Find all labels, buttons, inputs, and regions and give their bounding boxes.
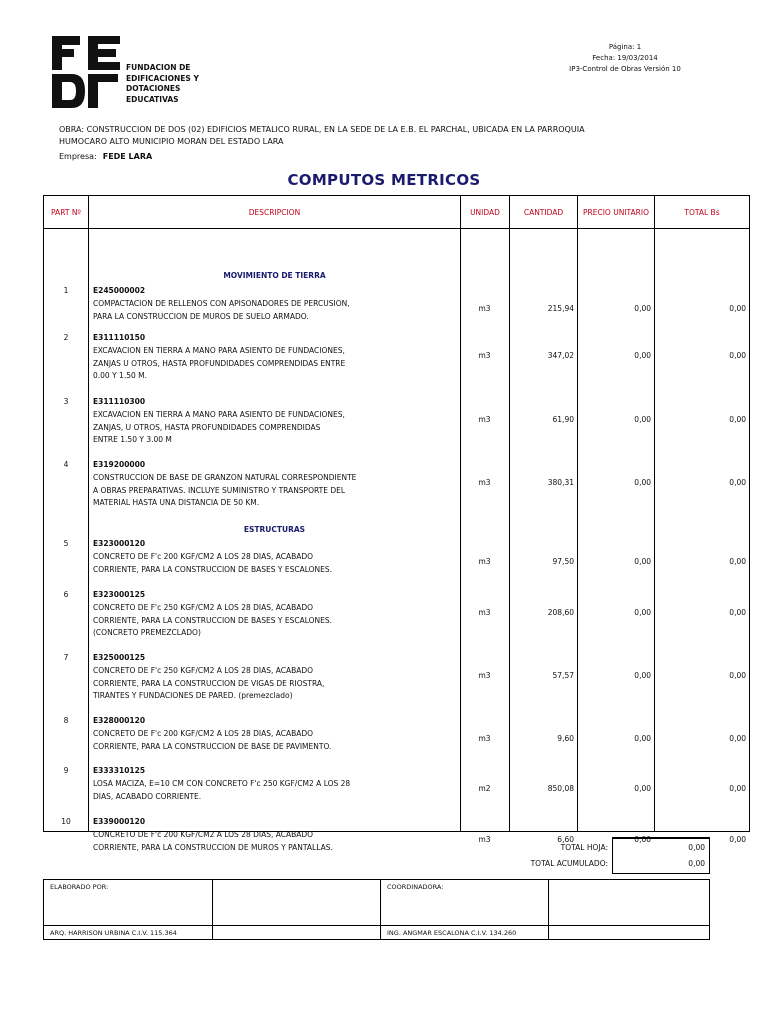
row-number: 10: [61, 817, 71, 826]
logo-text-line: FUNDACION DE: [126, 63, 191, 72]
row-unit-price: 0,00: [634, 608, 651, 618]
row-total: 0,00: [729, 835, 746, 845]
row-code: E339000120: [93, 817, 146, 826]
row-number: 9: [63, 766, 69, 775]
row-unit: m3: [478, 835, 491, 845]
elaborado-extra: [213, 926, 381, 940]
fede-logo-mark: [52, 36, 124, 108]
row-description: [93, 589, 453, 640]
row-description-line: COMPACTACION DE RELLENOS CON APISONADORES DE PERCUSION,: [93, 298, 350, 308]
row-code: E319200000: [93, 460, 146, 469]
row-description: [93, 332, 453, 383]
row-unit-price: 0,00: [634, 478, 651, 488]
row-description-line: CONCRETO DE F'c 200 KGF/CM2 A LOS 28 DIAS, ACABADO: [93, 829, 314, 839]
coordinadora-name: ING. ANGMAR ESCALONA C.I.V. 134.260: [381, 926, 549, 940]
row-quantity: 57,57: [552, 671, 574, 681]
empresa-value: FEDE LARA: [102, 152, 153, 161]
row-code: E323000125: [93, 590, 146, 599]
col-header-cantidad: CANTIDAD: [510, 196, 578, 229]
row-code: E311110150: [93, 333, 146, 342]
section-heading: ESTRUCTURAS: [243, 525, 306, 534]
elaborado-name: ARQ. HARRISON URBINA C.I.V. 115.364: [44, 926, 213, 940]
total-hoja-value: 0,00: [688, 843, 705, 852]
row-number: 3: [63, 397, 69, 406]
row-description-line: CONCRETO DE F'c 250 KGF/CM2 A LOS 28 DIAS, ACABADO: [93, 602, 314, 612]
col-unidad: [461, 229, 509, 845]
total-acumulado-label: TOTAL ACUMULADO:: [530, 859, 608, 868]
col-header-part: PART Nº: [44, 196, 89, 229]
row-quantity: 97,50: [552, 557, 574, 567]
row-code: E245000002: [93, 286, 146, 295]
row-description-line: EXCAVACION EN TIERRA A MANO PARA ASIENTO DE FUNDACIONES,: [93, 345, 345, 355]
obra-line: HUMOCARO ALTO MUNICIPIO MORAN DEL ESTADO LARA: [59, 137, 284, 146]
row-total: 0,00: [729, 784, 746, 794]
row-total: 0,00: [729, 478, 746, 488]
page-number: Página: 1: [608, 43, 642, 51]
row-unit-price: 0,00: [634, 304, 651, 314]
row-description: [93, 715, 453, 753]
row-unit: m3: [478, 557, 491, 567]
section-heading: MOVIMIENTO DE TIERRA: [223, 271, 326, 280]
row-description-line: A OBRAS PREPARATIVAS. INCLUYE SUMINISTRO Y TRANSPORTE DEL: [93, 485, 346, 495]
row-total: 0,00: [729, 557, 746, 567]
row-unit-price: 0,00: [634, 351, 651, 361]
col-header-descripcion: DESCRIPCION: [89, 196, 461, 229]
row-description: [93, 652, 453, 703]
coordinadora-signature: [549, 880, 710, 926]
row-description-line: PARA LA CONSTRUCCION DE MUROS DE SUELO ARMADO.: [93, 311, 309, 321]
row-description-line: CONSTRUCCION DE BASE DE GRANZON NATURAL CORRESPONDIENTE: [93, 472, 357, 482]
col-descripcion: [89, 229, 460, 852]
row-description-line: DIAS, ACABADO CORRIENTE.: [93, 791, 202, 801]
row-number: 5: [63, 539, 69, 548]
row-unit: m3: [478, 415, 491, 425]
row-description-line: MATERIAL HASTA UNA DISTANCIA DE 50 KM.: [93, 498, 260, 508]
row-description-line: 0.00 Y 1.50 M.: [93, 371, 147, 381]
row-unit: m3: [478, 351, 491, 361]
signature-table: [43, 879, 710, 940]
row-description: [93, 459, 453, 510]
row-description-line: CORRIENTE, PARA LA CONSTRUCCION DE MUROS Y PANTALLAS.: [93, 842, 333, 852]
row-quantity: 380,31: [547, 478, 574, 488]
row-total: 0,00: [729, 351, 746, 361]
row-unit-price: 0,00: [634, 784, 651, 794]
report-version: IP3-Control de Obras Versión 10: [569, 65, 681, 73]
row-code: E311110300: [93, 397, 146, 406]
col-precio: [578, 229, 654, 845]
row-quantity: 61,90: [552, 415, 574, 425]
row-unit: m3: [478, 671, 491, 681]
total-hoja-label: TOTAL HOJA:: [560, 843, 608, 852]
row-code: E328000120: [93, 716, 146, 725]
row-quantity: 347,02: [547, 351, 574, 361]
coordinadora-extra: [549, 926, 710, 940]
row-unit-price: 0,00: [634, 557, 651, 567]
fede-logo: [52, 36, 124, 108]
row-quantity: 850,08: [547, 784, 574, 794]
empresa: [59, 152, 152, 161]
row-total: 0,00: [729, 608, 746, 618]
obra-line: OBRA: CONSTRUCCION DE DOS (02) EDIFICIOS METALICO RURAL, EN LA SEDE DE LA E.B. EL PARCHAL, UBICADA EN LA PARROQUIA: [59, 125, 585, 134]
row-unit: m3: [478, 608, 491, 618]
row-unit-price: 0,00: [634, 671, 651, 681]
logo-text-line: EDUCATIVAS: [126, 94, 179, 104]
row-unit: m3: [478, 478, 491, 488]
page-title: COMPUTOS METRICOS: [287, 171, 481, 189]
row-description-line: TIRANTES Y FUNDACIONES DE PARED. (premezclado): [93, 691, 293, 701]
row-total: 0,00: [729, 304, 746, 314]
row-description-line: ZANJAS, U OTROS, HASTA PROFUNDIDADES COMPRENDIDAS: [93, 422, 321, 432]
row-quantity: 6,60: [557, 835, 574, 845]
row-unit-price: 0,00: [634, 734, 651, 744]
report-meta: [540, 42, 710, 75]
coordinadora-label: COORDINADORA:: [381, 880, 549, 926]
logo-text-line: EDIFICACIONES Y: [126, 73, 199, 83]
row-description-line: CONCRETO DE F'c 250 KGF/CM2 A LOS 28 DIAS, ACABADO: [93, 665, 314, 675]
empresa-label: Empresa:: [59, 152, 97, 161]
row-number: 2: [63, 333, 69, 342]
row-description: [93, 285, 453, 323]
row-total: 0,00: [729, 671, 746, 681]
col-part: [44, 229, 88, 831]
row-description-line: CONCRETO DE F'c 200 KGF/CM2 A LOS 28 DIAS, ACABADO: [93, 551, 314, 561]
row-total: 0,00: [729, 734, 746, 744]
row-number: 8: [63, 716, 69, 725]
row-number: 7: [63, 653, 69, 662]
logo-text-line: DOTACIONES: [126, 84, 181, 93]
row-description: [93, 816, 453, 854]
row-total: 0,00: [729, 415, 746, 425]
row-unit: m2: [478, 784, 491, 794]
col-header-precio: PRECIO UNITARIO: [578, 196, 655, 229]
row-description-line: LOSA MACIZA, E=10 CM CON CONCRETO F'c 250 KGF/CM2 A LOS 28: [93, 778, 351, 788]
row-unit: m3: [478, 734, 491, 744]
row-code: E323000120: [93, 539, 146, 548]
row-description-line: CORRIENTE, PARA LA CONSTRUCCION DE BASES Y ESCALONES.: [93, 615, 333, 625]
row-description: [93, 765, 453, 803]
col-total: [655, 229, 749, 845]
row-unit-price: 0,00: [634, 835, 651, 845]
row-description: [93, 538, 453, 576]
row-code: E333310125: [93, 766, 146, 775]
col-cantidad: [510, 229, 577, 845]
row-quantity: 9,60: [557, 734, 574, 744]
col-header-total: TOTAL Bs: [655, 196, 750, 229]
row-description-line: ZANJAS U OTROS, HASTA PROFUNDIDADES COMPRENDIDAS ENTRE: [93, 358, 346, 368]
row-description-line: ENTRE 1.50 Y 3.00 M: [93, 435, 172, 445]
row-description-line: (CONCRETO PREMEZCLADO): [93, 628, 201, 638]
report-date: Fecha: 19/03/2014: [592, 54, 658, 62]
row-number: 4: [63, 460, 69, 469]
elaborado-label: ELABORADO POR:: [44, 880, 213, 926]
row-description-line: CONCRETO DE F'c 200 KGF/CM2 A LOS 28 DIAS, ACABADO: [93, 728, 314, 738]
row-description-line: CORRIENTE, PARA LA CONSTRUCCION DE BASE DE PAVIMENTO.: [93, 741, 332, 751]
total-acumulado-value: 0,00: [688, 859, 705, 868]
row-unit: m3: [478, 304, 491, 314]
row-number: 6: [63, 590, 69, 599]
obra-description: [59, 124, 699, 148]
elaborado-signature: [213, 880, 381, 926]
col-header-unidad: UNIDAD: [461, 196, 510, 229]
row-unit-price: 0,00: [634, 415, 651, 425]
row-description-line: EXCAVACION EN TIERRA A MANO PARA ASIENTO DE FUNDACIONES,: [93, 409, 345, 419]
row-description: [93, 396, 453, 447]
row-number: 1: [63, 286, 69, 295]
row-quantity: 208,60: [547, 608, 574, 618]
row-description-line: CORRIENTE, PARA LA CONSTRUCCION DE VIGAS DE RIOSTRA,: [93, 678, 325, 688]
row-code: E325000125: [93, 653, 146, 662]
row-quantity: 215,94: [547, 304, 574, 314]
row-description-line: CORRIENTE, PARA LA CONSTRUCCION DE BASES Y ESCALONES.: [93, 564, 333, 574]
logo-text: [126, 63, 246, 105]
